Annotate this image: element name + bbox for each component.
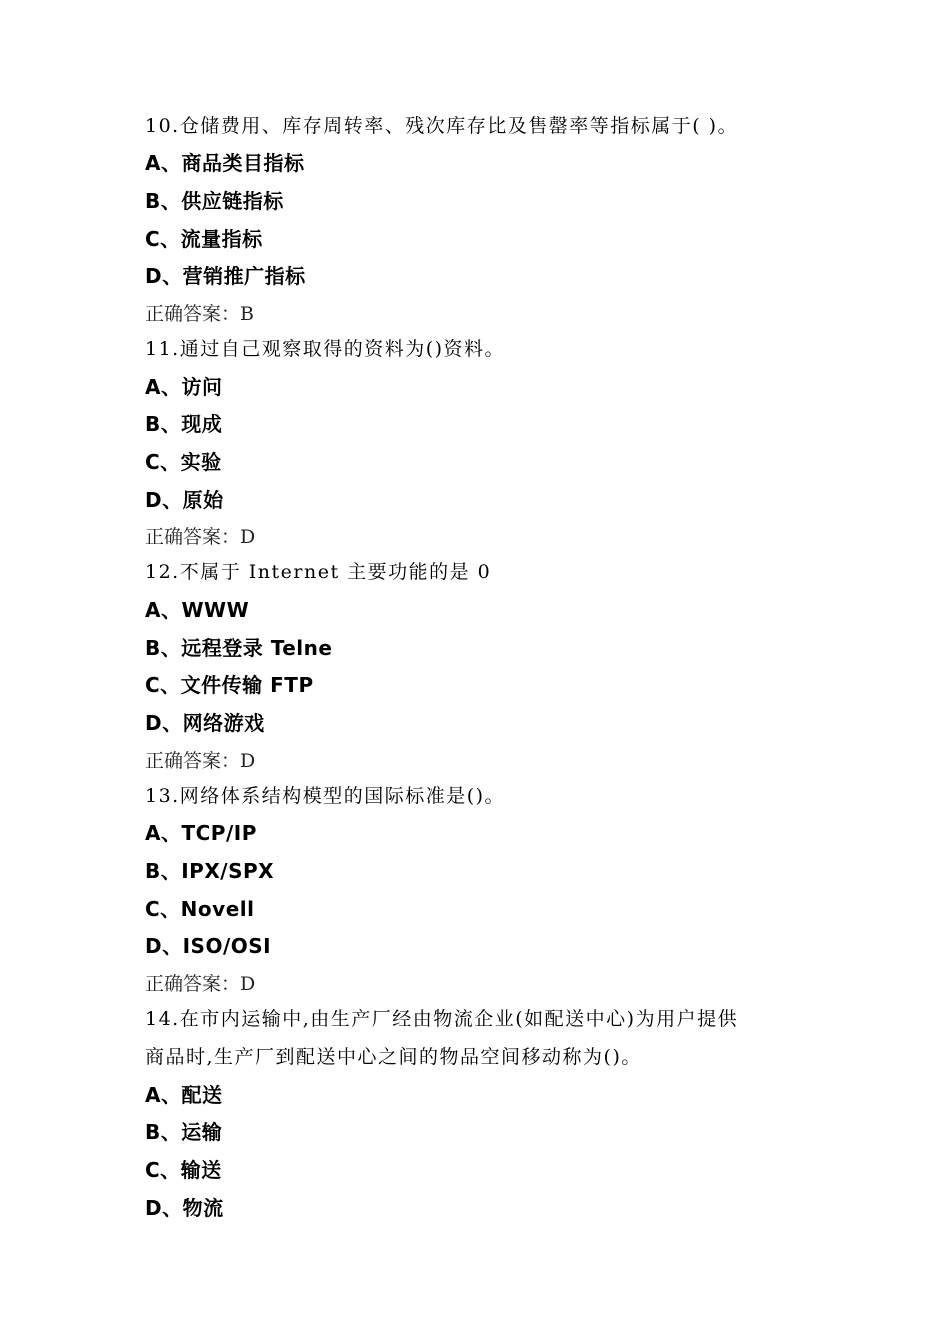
question-14-option-a: A、配送 [145,1083,223,1107]
question-12-option-a: A、WWW [145,598,250,622]
question-14-text-line-1: 14.在市内运输中,由生产厂经由物流企业(如配送中心)为用户提供 [145,1008,739,1030]
question-13-option-a: A、TCP/IP [145,821,257,845]
question-12-answer: 正确答案：D [145,750,256,772]
question-14-option-d: D、物流 [145,1196,224,1220]
question-13-option-b: B、IPX/SPX [145,859,275,883]
question-13-option-c: C、Novell [145,897,255,921]
question-14-text-line-2: 商品时,生产厂到配送中心之间的物品空间移动称为()。 [145,1046,642,1068]
question-13-option-d: D、ISO/OSI [145,934,272,958]
question-10-option-d: D、营销推广指标 [145,264,306,288]
question-10-option-c: C、流量指标 [145,227,263,251]
question-10-option-a: A、商品类目指标 [145,151,305,175]
question-11-answer: 正确答案：D [145,526,256,548]
question-11-option-d: D、原始 [145,488,224,512]
question-11-option-b: B、现成 [145,412,223,436]
question-13-text: 13.网络体系结构模型的国际标准是()。 [145,785,506,807]
question-12-option-c: C、文件传输 FTP [145,673,314,697]
question-10-text: 10.仓储费用、库存周转率、残次库存比及售罄率等指标属于( )。 [145,115,739,137]
question-13-answer: 正确答案：D [145,973,256,995]
question-12-option-d: D、网络游戏 [145,711,265,735]
question-12-option-b: B、远程登录 Telne [145,636,333,660]
question-11-option-a: A、访问 [145,375,223,399]
question-14-option-b: B、运输 [145,1120,223,1144]
question-14-option-c: C、输送 [145,1158,222,1182]
question-10-answer: 正确答案：B [145,303,254,325]
question-11-option-c: C、实验 [145,450,222,474]
question-11-text: 11.通过自己观察取得的资料为()资料。 [145,338,506,360]
question-10-option-b: B、供应链指标 [145,189,284,213]
question-12-text: 12.不属于 Internet 主要功能的是 0 [145,561,492,583]
